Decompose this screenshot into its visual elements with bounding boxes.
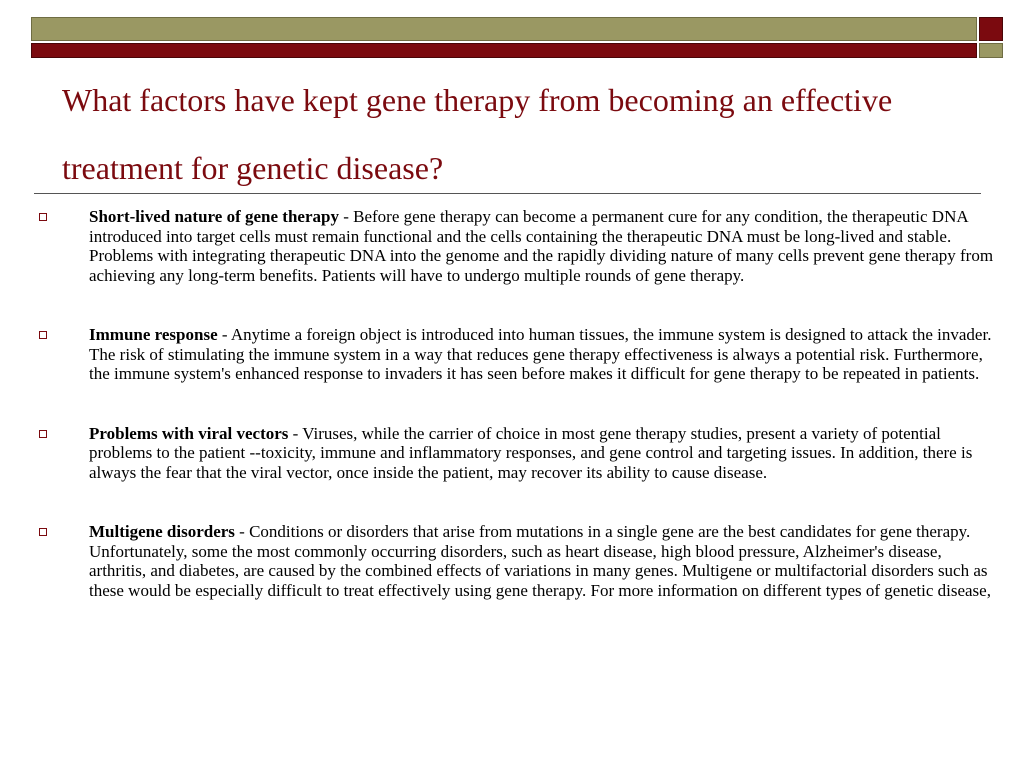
list-item xyxy=(0,424,1024,483)
square-bullet-icon xyxy=(39,213,47,221)
square-bullet-icon xyxy=(39,331,47,339)
title-divider xyxy=(34,193,981,194)
item-term: Multigene disorders xyxy=(89,522,235,541)
list-item xyxy=(0,207,1024,285)
list-item xyxy=(0,522,1024,600)
header-band-maroon xyxy=(31,43,977,58)
item-term: Immune response xyxy=(89,325,218,344)
slide-title: What factors have kept gene therapy from becoming an effective treatment for genetic disease? xyxy=(62,82,893,186)
item-term: Problems with viral vectors xyxy=(89,423,289,443)
item-text: - Before gene therapy can become a permanent cure for any condition, the therapeutic DNA introduced into target cells must remain functional and the cells containing the therapeutic DNA must be long-lived and stable. Problems with integrating therapeutic DNA into the genome and the rapidly dividing nature of many cells prevent gene therapy from achieving any long-term benefits. Patients will have to undergo multiple rounds of gene therapy. xyxy=(89,207,994,285)
item-text: - Anytime a foreign object is introduced into human tissues, the immune system is designed to attack the invader. The risk of stimulating the immune system in a way that reduces gene therapy effectiveness is always a potential risk. Furthermore, the immune system's enhanced response to invaders it has seen before makes it difficult for gene therapy to be repeated in patients. xyxy=(89,325,992,383)
corner-square-maroon xyxy=(979,17,1003,41)
item-text: - Viruses, while the carrier of choice in most gene therapy studies, present a variety of potential problems to the patient --toxicity, immune and inflammatory responses, and gene control and targeting issues. In addition, there is always the fear that the viral vector, once inside the patient, may recover its ability to cause disease. xyxy=(89,423,973,482)
item-text: - Conditions or disorders that arise from mutations in a single gene are the best candidates for gene therapy. Unfortunately, some the most commonly occurring disorders, such as heart disease, high blood pressure, Alzheimer's disease, arthritis, and diabetes, are caused by the combined effects of variations in many genes. Multigene or multifactorial disorders such as these would be especially difficult to treat effectively using gene therapy. For more information on different types of genetic disease, xyxy=(89,522,991,600)
square-bullet-icon xyxy=(39,528,47,536)
header-band-olive xyxy=(31,17,977,41)
corner-square-olive xyxy=(979,43,1003,58)
bullet-list xyxy=(0,207,1024,640)
square-bullet-icon xyxy=(39,430,47,438)
item-term: Short-lived nature of gene therapy xyxy=(89,207,339,226)
list-item xyxy=(0,325,1024,384)
